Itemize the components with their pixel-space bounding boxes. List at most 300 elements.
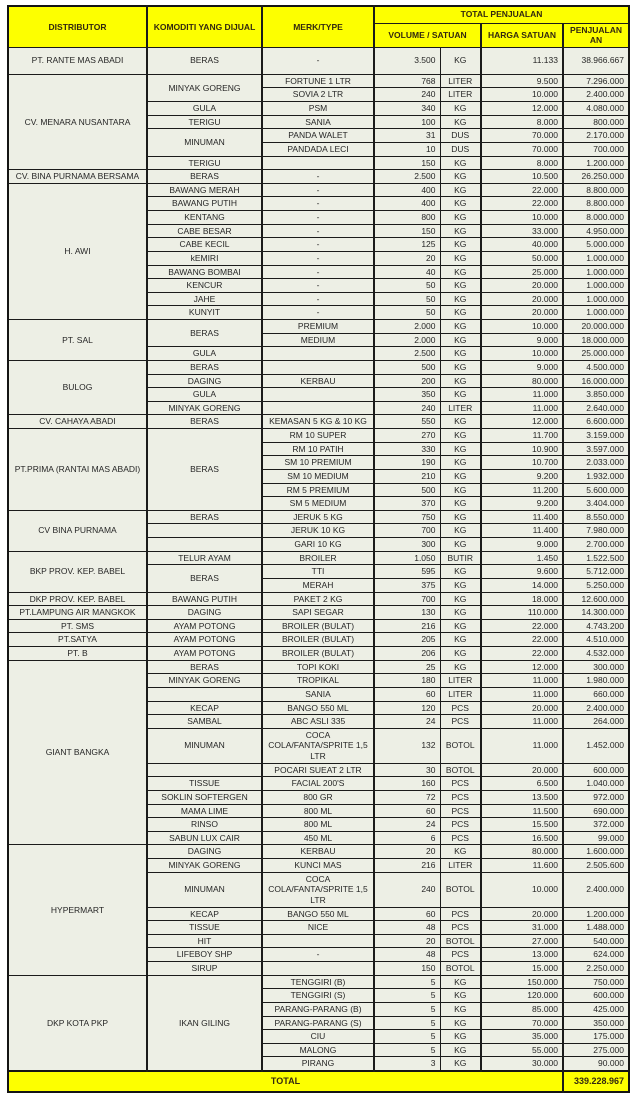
cell-komoditi: MINYAK GORENG (147, 401, 262, 415)
cell-volume: 25 (374, 660, 440, 674)
cell-harga: 70.000 (481, 1016, 563, 1030)
cell-komoditi: MINYAK GORENG (147, 674, 262, 688)
cell-volume: 190 (374, 456, 440, 470)
cell-harga: 12.000 (481, 660, 563, 674)
cell-penjualanan: 300.000 (563, 660, 629, 674)
cell-volume: 3.500 (374, 47, 440, 74)
cell-komoditi: TISSUE (147, 777, 262, 791)
cell-merk (262, 401, 374, 415)
cell-harga: 11.400 (481, 524, 563, 538)
cell-harga: 50.000 (481, 251, 563, 265)
cell-penjualanan: 4.510.000 (563, 633, 629, 647)
cell-komoditi: AYAM POTONG (147, 647, 262, 661)
cell-merk: PARANG-PARANG (B) (262, 1002, 374, 1016)
cell-satuan: KG (440, 1002, 481, 1016)
cell-harga: 11.000 (481, 715, 563, 729)
cell-volume: 48 (374, 921, 440, 935)
cell-satuan: DUS (440, 142, 481, 156)
cell-harga: 70.000 (481, 142, 563, 156)
col-header-volume-satuan: VOLUME / SATUAN (374, 23, 481, 47)
cell-merk: - (262, 948, 374, 962)
cell-komoditi: AYAM POTONG (147, 633, 262, 647)
cell-komoditi: AYAM POTONG (147, 619, 262, 633)
cell-satuan: PCS (440, 907, 481, 921)
cell-merk: TROPIKAL (262, 674, 374, 688)
cell-harga: 10.000 (481, 320, 563, 334)
cell-komoditi: BERAS (147, 320, 262, 347)
cell-merk: 800 ML (262, 804, 374, 818)
cell-penjualanan: 690.000 (563, 804, 629, 818)
cell-merk: KERBAU (262, 374, 374, 388)
cell-merk: PREMIUM (262, 320, 374, 334)
cell-komoditi: MINYAK GORENG (147, 74, 262, 101)
table-row (8, 647, 629, 661)
col-header-penjualanan: PENJUALANAN (563, 23, 629, 47)
cell-penjualanan: 700.000 (563, 142, 629, 156)
cell-harga: 10.900 (481, 442, 563, 456)
cell-merk: SAPI SEGAR (262, 606, 374, 620)
cell-merk: - (262, 183, 374, 197)
cell-merk: COCA COLA/FANTA/SPRITE 1,5 LTR (262, 728, 374, 763)
cell-distributor: BULOG (8, 360, 147, 415)
cell-volume: 120 (374, 701, 440, 715)
cell-penjualanan: 2.505.600 (563, 859, 629, 873)
cell-distributor: PT.SATYA (8, 633, 147, 647)
cell-volume: 72 (374, 790, 440, 804)
cell-harga: 22.000 (481, 647, 563, 661)
cell-penjualanan: 18.000.000 (563, 333, 629, 347)
cell-volume: 400 (374, 197, 440, 211)
cell-volume: 40 (374, 265, 440, 279)
table-row (8, 606, 629, 620)
cell-volume: 240 (374, 872, 440, 907)
cell-merk: - (262, 238, 374, 252)
cell-merk: PAKET 2 KG (262, 592, 374, 606)
cell-merk: PANDADA LECI (262, 142, 374, 156)
cell-merk: COCA COLA/FANTA/SPRITE 1,5 LTR (262, 872, 374, 907)
cell-harga: 10.000 (481, 872, 563, 907)
cell-satuan: KG (440, 292, 481, 306)
total-row (8, 1071, 629, 1092)
cell-harga: 35.000 (481, 1030, 563, 1044)
cell-penjualanan: 1.040.000 (563, 777, 629, 791)
cell-komoditi: BERAS (147, 170, 262, 184)
cell-satuan: KG (440, 845, 481, 859)
cell-penjualanan: 14.300.000 (563, 606, 629, 620)
cell-satuan: PCS (440, 777, 481, 791)
cell-merk: - (262, 265, 374, 279)
cell-penjualanan: 2.250.000 (563, 962, 629, 976)
cell-harga: 120.000 (481, 989, 563, 1003)
cell-penjualanan: 7.296.000 (563, 74, 629, 88)
cell-penjualanan: 2.700.000 (563, 538, 629, 552)
cell-volume: 150 (374, 156, 440, 170)
cell-penjualanan: 6.600.000 (563, 415, 629, 429)
cell-harga: 9.200 (481, 469, 563, 483)
cell-komoditi: DAGING (147, 606, 262, 620)
cell-komoditi: SAMBAL (147, 715, 262, 729)
cell-penjualanan: 8.800.000 (563, 197, 629, 211)
col-header-harga-satuan: HARGA SATUAN (481, 23, 563, 47)
cell-penjualanan: 1.200.000 (563, 907, 629, 921)
cell-merk: BANGO 550 ML (262, 907, 374, 921)
cell-volume: 205 (374, 633, 440, 647)
cell-harga: 18.000 (481, 592, 563, 606)
cell-komoditi: SOKLIN SOFTERGEN (147, 790, 262, 804)
cell-volume: 50 (374, 279, 440, 293)
cell-volume: 700 (374, 524, 440, 538)
cell-volume: 330 (374, 442, 440, 456)
table-header (8, 6, 629, 47)
cell-komoditi: BAWANG PUTIH (147, 592, 262, 606)
cell-komoditi: GULA (147, 388, 262, 402)
cell-volume: 10 (374, 142, 440, 156)
cell-komoditi: BERAS (147, 47, 262, 74)
cell-merk: - (262, 251, 374, 265)
cell-satuan: PCS (440, 948, 481, 962)
cell-penjualanan: 1.200.000 (563, 156, 629, 170)
cell-satuan: KG (440, 47, 481, 74)
cell-volume: 20 (374, 251, 440, 265)
cell-satuan: PCS (440, 818, 481, 832)
table-body (8, 47, 629, 1071)
cell-satuan: KG (440, 647, 481, 661)
cell-satuan: BUTIR (440, 551, 481, 565)
table-row (8, 47, 629, 74)
cell-volume: 20 (374, 845, 440, 859)
cell-merk: POCARI SUEAT 2 LTR (262, 763, 374, 777)
cell-komoditi: kEMIRI (147, 251, 262, 265)
header-row-1 (8, 6, 629, 23)
col-header-merk: MERK/TYPE (262, 6, 374, 47)
cell-penjualanan: 2.400.000 (563, 701, 629, 715)
cell-penjualanan: 2.033.000 (563, 456, 629, 470)
cell-merk: RM 5 PREMIUM (262, 483, 374, 497)
cell-penjualanan: 750.000 (563, 975, 629, 989)
cell-harga: 85.000 (481, 1002, 563, 1016)
cell-harga: 11.133 (481, 47, 563, 74)
cell-komoditi: TERIGU (147, 115, 262, 129)
cell-penjualanan: 600.000 (563, 763, 629, 777)
cell-harga: 55.000 (481, 1043, 563, 1057)
cell-distributor: CV. CAHAYA ABADI (8, 415, 147, 429)
cell-merk: - (262, 224, 374, 238)
cell-volume: 200 (374, 374, 440, 388)
sales-report-table (7, 5, 630, 1093)
cell-merk: - (262, 292, 374, 306)
cell-harga: 20.000 (481, 907, 563, 921)
cell-satuan: KG (440, 251, 481, 265)
cell-volume: 375 (374, 578, 440, 592)
cell-merk: PARANG-PARANG (S) (262, 1016, 374, 1030)
cell-volume: 595 (374, 565, 440, 579)
cell-harga: 30.000 (481, 1057, 563, 1071)
cell-harga: 25.000 (481, 265, 563, 279)
cell-satuan: BOTOL (440, 763, 481, 777)
cell-satuan: PCS (440, 701, 481, 715)
cell-harga: 31.000 (481, 921, 563, 935)
cell-volume: 30 (374, 763, 440, 777)
cell-harga: 13.000 (481, 948, 563, 962)
total-value: 339.228.967 (563, 1071, 629, 1092)
cell-volume: 216 (374, 619, 440, 633)
cell-merk: MALONG (262, 1043, 374, 1057)
cell-penjualanan: 350.000 (563, 1016, 629, 1030)
cell-komoditi: MINUMAN (147, 728, 262, 763)
cell-merk: GARI 10 KG (262, 538, 374, 552)
cell-komoditi: DAGING (147, 374, 262, 388)
cell-merk: BROILER (BULAT) (262, 647, 374, 661)
cell-penjualanan: 1.000.000 (563, 306, 629, 320)
cell-merk: SANIA (262, 687, 374, 701)
cell-harga: 11.700 (481, 429, 563, 443)
cell-merk (262, 962, 374, 976)
table-row (8, 975, 629, 989)
table-row (8, 320, 629, 334)
cell-distributor: PT. RANTE MAS ABADI (8, 47, 147, 74)
cell-satuan: KG (440, 619, 481, 633)
cell-merk: KUNCI MAS (262, 859, 374, 873)
table-row (8, 845, 629, 859)
cell-harga: 22.000 (481, 619, 563, 633)
cell-satuan: LITER (440, 674, 481, 688)
cell-penjualanan: 540.000 (563, 934, 629, 948)
cell-komoditi: SABUN LUX CAIR (147, 831, 262, 845)
cell-merk (262, 388, 374, 402)
cell-volume: 24 (374, 818, 440, 832)
cell-distributor: CV. MENARA NUSANTARA (8, 74, 147, 169)
cell-penjualanan: 1.600.000 (563, 845, 629, 859)
cell-harga: 22.000 (481, 197, 563, 211)
table-row (8, 360, 629, 374)
cell-harga: 10.000 (481, 88, 563, 102)
cell-merk: BANGO 550 ML (262, 701, 374, 715)
cell-distributor: HYPERMART (8, 845, 147, 975)
cell-satuan: LITER (440, 401, 481, 415)
cell-komoditi: SIRUP (147, 962, 262, 976)
cell-distributor: PT. SAL (8, 320, 147, 361)
cell-volume: 370 (374, 497, 440, 511)
cell-merk: - (262, 170, 374, 184)
cell-volume: 340 (374, 102, 440, 116)
table-row (8, 551, 629, 565)
cell-komoditi: TELUR AYAM (147, 551, 262, 565)
cell-penjualanan: 5.712.000 (563, 565, 629, 579)
cell-penjualanan: 372.000 (563, 818, 629, 832)
cell-penjualanan: 275.000 (563, 1043, 629, 1057)
col-header-total-penjualan: TOTAL PENJUALAN (374, 6, 629, 23)
cell-distributor: H. AWI (8, 183, 147, 319)
cell-merk: FORTUNE 1 LTR (262, 74, 374, 88)
cell-merk: 800 ML (262, 818, 374, 832)
cell-komoditi: MAMA LIME (147, 804, 262, 818)
cell-harga: 16.500 (481, 831, 563, 845)
cell-volume: 60 (374, 804, 440, 818)
table-row (8, 74, 629, 88)
cell-satuan: KG (440, 1057, 481, 1071)
cell-harga: 20.000 (481, 701, 563, 715)
cell-penjualanan: 7.980.000 (563, 524, 629, 538)
cell-penjualanan: 4.950.000 (563, 224, 629, 238)
table-row (8, 415, 629, 429)
cell-volume: 5 (374, 1016, 440, 1030)
cell-harga: 11.600 (481, 859, 563, 873)
cell-volume: 50 (374, 306, 440, 320)
cell-harga: 9.200 (481, 497, 563, 511)
cell-volume: 240 (374, 88, 440, 102)
cell-harga: 10.700 (481, 456, 563, 470)
cell-penjualanan: 8.800.000 (563, 183, 629, 197)
cell-volume: 60 (374, 687, 440, 701)
cell-harga: 20.000 (481, 279, 563, 293)
cell-penjualanan: 175.000 (563, 1030, 629, 1044)
cell-satuan: LITER (440, 88, 481, 102)
cell-harga: 110.000 (481, 606, 563, 620)
cell-harga: 15.500 (481, 818, 563, 832)
cell-volume: 130 (374, 606, 440, 620)
cell-harga: 9.000 (481, 360, 563, 374)
cell-penjualanan: 5.000.000 (563, 238, 629, 252)
cell-komoditi: BAWANG BOMBAI (147, 265, 262, 279)
cell-volume: 100 (374, 115, 440, 129)
cell-volume: 216 (374, 859, 440, 873)
cell-merk: - (262, 47, 374, 74)
cell-satuan: KG (440, 156, 481, 170)
cell-satuan: KG (440, 442, 481, 456)
cell-merk: BROILER (BULAT) (262, 633, 374, 647)
cell-penjualanan: 600.000 (563, 989, 629, 1003)
cell-distributor: CV. BINA PURNAMA BERSAMA (8, 170, 147, 184)
cell-merk: CIU (262, 1030, 374, 1044)
cell-merk: TOPI KOKI (262, 660, 374, 674)
cell-penjualanan: 90.000 (563, 1057, 629, 1071)
cell-satuan: KG (440, 592, 481, 606)
table-row (8, 633, 629, 647)
cell-distributor: BKP PROV. KEP. BABEL (8, 551, 147, 592)
cell-volume: 132 (374, 728, 440, 763)
cell-satuan: BOTOL (440, 728, 481, 763)
cell-merk (262, 360, 374, 374)
cell-satuan: KG (440, 279, 481, 293)
cell-volume: 31 (374, 129, 440, 143)
cell-harga: 9.000 (481, 538, 563, 552)
table-row (8, 619, 629, 633)
cell-komoditi: KENTANG (147, 211, 262, 225)
cell-volume: 206 (374, 647, 440, 661)
cell-satuan: KG (440, 197, 481, 211)
cell-volume: 210 (374, 469, 440, 483)
cell-satuan: KG (440, 265, 481, 279)
cell-distributor: DKP PROV. KEP. BABEL (8, 592, 147, 606)
cell-harga: 11.400 (481, 510, 563, 524)
cell-komoditi (147, 538, 262, 552)
cell-merk: TTI (262, 565, 374, 579)
cell-satuan: KG (440, 483, 481, 497)
cell-komoditi: CABE KECIL (147, 238, 262, 252)
cell-penjualanan: 3.404.000 (563, 497, 629, 511)
cell-penjualanan: 5.250.000 (563, 578, 629, 592)
cell-volume: 2.000 (374, 320, 440, 334)
cell-merk: SM 5 MEDIUM (262, 497, 374, 511)
cell-penjualanan: 2.170.000 (563, 129, 629, 143)
cell-harga: 40.000 (481, 238, 563, 252)
cell-satuan: PCS (440, 804, 481, 818)
cell-penjualanan: 1.980.000 (563, 674, 629, 688)
cell-merk: FACIAL 200'S (262, 777, 374, 791)
cell-volume: 125 (374, 238, 440, 252)
cell-penjualanan: 2.400.000 (563, 872, 629, 907)
table-row (8, 170, 629, 184)
cell-volume: 700 (374, 592, 440, 606)
cell-satuan: KG (440, 415, 481, 429)
cell-penjualanan: 1.932.000 (563, 469, 629, 483)
cell-volume: 60 (374, 907, 440, 921)
cell-harga: 9.000 (481, 333, 563, 347)
cell-penjualanan: 1.452.000 (563, 728, 629, 763)
cell-satuan: KG (440, 538, 481, 552)
cell-satuan: DUS (440, 129, 481, 143)
cell-volume: 550 (374, 415, 440, 429)
cell-distributor: CV BINA PURNAMA (8, 510, 147, 551)
cell-penjualanan: 12.600.000 (563, 592, 629, 606)
cell-harga: 12.000 (481, 102, 563, 116)
cell-volume: 50 (374, 292, 440, 306)
cell-harga: 11.000 (481, 687, 563, 701)
cell-merk (262, 347, 374, 361)
cell-harga: 11.000 (481, 728, 563, 763)
cell-komoditi: KUNYIT (147, 306, 262, 320)
cell-komoditi: KENCUR (147, 279, 262, 293)
cell-komoditi: BERAS (147, 415, 262, 429)
cell-harga: 20.000 (481, 292, 563, 306)
cell-harga: 8.000 (481, 115, 563, 129)
cell-penjualanan: 4.532.000 (563, 647, 629, 661)
cell-satuan: KG (440, 320, 481, 334)
cell-merk: - (262, 211, 374, 225)
cell-satuan: PCS (440, 921, 481, 935)
cell-harga: 11.200 (481, 483, 563, 497)
cell-merk: PANDA WALET (262, 129, 374, 143)
cell-satuan: KG (440, 333, 481, 347)
cell-satuan: KG (440, 238, 481, 252)
cell-satuan: KG (440, 102, 481, 116)
cell-satuan: KG (440, 660, 481, 674)
cell-satuan: BOTOL (440, 934, 481, 948)
cell-satuan: KG (440, 429, 481, 443)
cell-satuan: KG (440, 306, 481, 320)
cell-merk: 800 GR (262, 790, 374, 804)
cell-komoditi (147, 687, 262, 701)
cell-harga: 10.000 (481, 347, 563, 361)
cell-merk: MERAH (262, 578, 374, 592)
cell-merk: RM 10 SUPER (262, 429, 374, 443)
cell-komoditi: DAGING (147, 845, 262, 859)
cell-merk: PIRANG (262, 1057, 374, 1071)
cell-satuan: KG (440, 524, 481, 538)
cell-harga: 15.000 (481, 962, 563, 976)
cell-komoditi: BERAS (147, 660, 262, 674)
cell-komoditi: KECAP (147, 701, 262, 715)
cell-komoditi: RINSO (147, 818, 262, 832)
cell-volume: 180 (374, 674, 440, 688)
cell-merk: JERUK 10 KG (262, 524, 374, 538)
cell-penjualanan: 1.488.000 (563, 921, 629, 935)
cell-komoditi: BERAS (147, 429, 262, 511)
cell-satuan: KG (440, 510, 481, 524)
cell-satuan: LITER (440, 74, 481, 88)
cell-satuan: PCS (440, 715, 481, 729)
cell-merk: NICE (262, 921, 374, 935)
